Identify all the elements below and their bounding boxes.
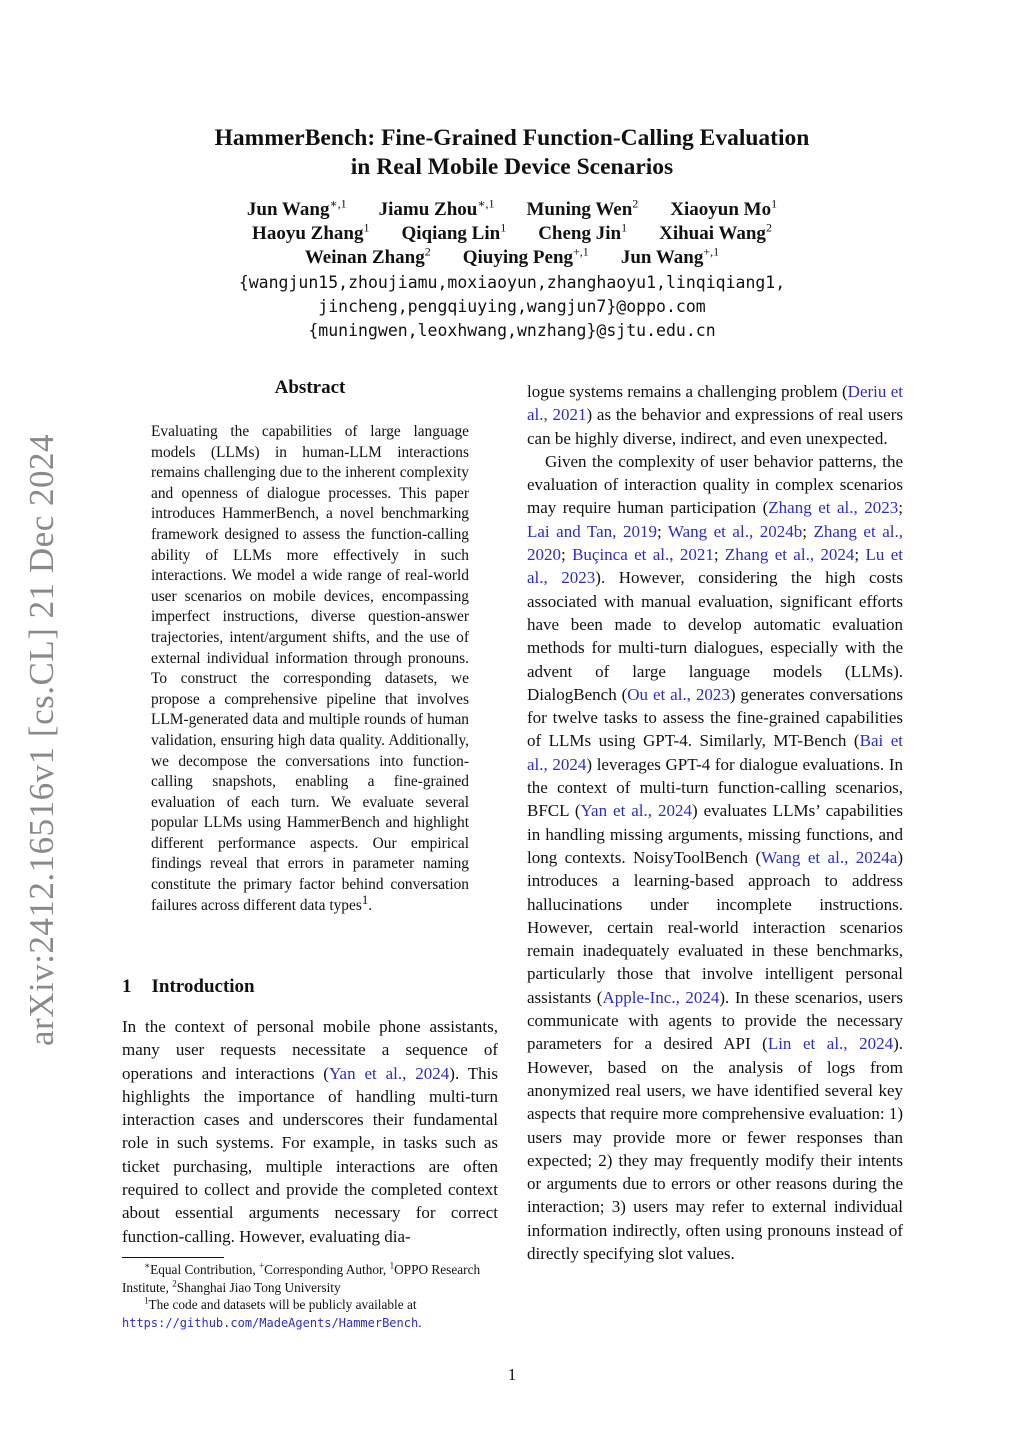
paragraph-text: ;	[898, 498, 904, 518]
paragraph-text: ). However, considering the high costs associated with manual evaluation, significant efforts have been made to develop automatic evaluation methods for multi-turn dialogues, especially with the advent of large language models (LLMs). DialogBench (	[527, 568, 903, 704]
citation-link[interactable]: Ou et al., 2023	[627, 684, 730, 704]
introduction-paragraph	[122, 1015, 498, 1248]
page-number: 1	[507, 1365, 517, 1384]
footnote-text: OPPO Research Institute,	[122, 1262, 481, 1295]
footnote-code-availability	[122, 1296, 500, 1332]
paragraph-dialogue-challenge	[527, 380, 903, 450]
affiliation-mark: 2	[424, 244, 431, 259]
email-line-1: {wangjun15,zhoujiamu,moxiaoyun,zhanghaoyu1,linqiqiang1,	[238, 273, 786, 292]
footnote-text: The code and datasets will be publicly available at	[148, 1297, 417, 1312]
paragraph-text: ) generates conversations for twelve tasks to assess the fine-grained capabilities of LLMs using GPT-4. Similarly, MT-Bench (	[527, 684, 903, 751]
citation-link[interactable]: Wang et al., 2024b	[667, 521, 803, 541]
author-name: Xihuai Wang$^2$	[659, 220, 772, 244]
citation-link[interactable]: Yan et al., 2024	[580, 801, 692, 821]
paragraph-text: ;	[713, 545, 725, 565]
footnote-mark: 1	[389, 1260, 395, 1271]
paragraph-text: ;	[561, 545, 573, 565]
citation-link[interactable]: Zhang et al., 2020	[527, 521, 903, 565]
email-line-3: {muningwen,leoxhwang,wnzhang}@sjtu.edu.cn	[308, 321, 716, 340]
affiliation-mark: 1	[500, 220, 507, 235]
abstract-heading: Abstract	[274, 377, 346, 398]
abstract-end: .	[368, 896, 373, 914]
author-row	[0, 246, 1024, 270]
author-row	[0, 222, 1024, 246]
affiliation-mark: ∗,1	[477, 196, 495, 211]
author-name: Qiuying Peng$^{+,1}$	[462, 244, 589, 268]
intro-text: ). This highlights the importance of handling multi-turn interaction cases and underscores their fundamental role in such systems. For example, in tasks such as ticket purchasing, multiple interactions are often required to collect and provide the completed context about essential arguments necessary for correct function-calling. However, evaluating dia-	[122, 1063, 499, 1246]
affiliation-mark: +,1	[703, 244, 720, 259]
footnote-mark: 2	[172, 1278, 177, 1289]
author-name: Jun Wang$^{+,1}$	[620, 244, 720, 268]
title-line-2: in Real Mobile Device Scenarios	[350, 154, 674, 180]
paragraph-text: ) as the behavior and expressions of real users can be highly diverse, indirect, and even unexpected.	[527, 405, 903, 448]
author-name: Cheng Jin$^1$	[538, 220, 628, 244]
footnote-text: Equal Contribution,	[150, 1262, 260, 1277]
paper-title	[0, 124, 1024, 182]
paragraph-text: ;	[656, 521, 668, 541]
citation-link[interactable]: Buçinca et al., 2021	[572, 545, 714, 565]
paragraph-text: ). However, based on the analysis of logs from anonymized real users, we have identified several key aspects that require more comprehensive evaluation: 1) users may provide more or fewer responses than expected; 2) they may frequently modify their intents or arguments due to errors or other reasons during the interaction; 3) users may refer to external individual information indirectly, often using pronouns instead of directly specifying slot values.	[527, 1034, 903, 1263]
paragraph-text: ;	[802, 521, 814, 541]
author-list	[0, 198, 1024, 270]
footnote-mark: ∗	[144, 1260, 151, 1271]
citation-link[interactable]: Bai et al., 2024	[527, 731, 903, 774]
affiliation-mark: 2	[765, 220, 772, 235]
email-line-2: jincheng,pengqiuying,wangjun7}@oppo.com	[318, 297, 706, 316]
citation-link[interactable]: Zhang et al., 2023	[768, 498, 899, 518]
citation-link[interactable]: Lu et al., 2023	[527, 545, 903, 588]
citation-link[interactable]: Zhang et al., 2024	[724, 545, 855, 565]
author-row	[0, 198, 1024, 222]
author-name: Jun Wang$^{∗,1}$	[246, 196, 347, 220]
affiliation-mark: 1	[363, 220, 370, 235]
right-column	[527, 380, 903, 1265]
footnote-divider	[122, 1257, 224, 1258]
paragraph-text: ). In these scenarios, users communicate with agents to provide the necessary parameters for a desired API (	[527, 987, 903, 1054]
author-name: Qiqiang Lin$^1$	[401, 220, 507, 244]
abstract-text: Evaluating the capabilities of large language models (LLMs) in human-LLM interactions remains challenging due to the inherent complexity and openness of dialogue processes. This paper introduces HammerBench, a novel benchmarking framework designed to assess the function-calling ability of LLMs more effectively in such interactions. We model a wide range of real-world user scenarios on mobile devices, encompassing imperfect instructions, diverse question-answer trajectories, intent/argument shifts, and the use of external individual information through pronouns. To construct the corresponding datasets, we propose a comprehensive pipeline that involves LLM-generated data and multiple rounds of human validation, ensuring high data quality. Additionally, we decompose the conversations into function-calling snapshots, enabling a fine-grained evaluation of each turn. We evaluate several popular LLMs using HammerBench and highlight different performance aspects. Our empirical findings reveal that errors in parameter naming constitute the primary factor behind conversation failures across different data types	[151, 423, 469, 914]
paragraph-text: ) leverages GPT-4 for dialogue evaluations. In the context of multi-turn function-calling scenarios, BFCL (	[527, 754, 903, 821]
arxiv-stamp-text: arXiv:2412.16516v1 [cs.CL] 21 Dec 2024	[22, 434, 61, 1046]
footnote-mark: +	[259, 1260, 265, 1271]
intro-text: In the context of personal mobile phone assistants, many user requests necessitate a sequence of operations and interactions (	[122, 1017, 498, 1083]
section-title: Introduction	[151, 976, 255, 997]
author-emails	[0, 271, 1024, 343]
paragraph-text: ) introduces a learning-based approach to address hallucinations under incomplete instructions. However, certain real-world interaction scenarios remain inadequately evaluated in these benchmarks, particularly those that involve intelligent personal assistants (	[527, 847, 903, 1007]
github-link[interactable]: https://github.com/MadeAgents/HammerBench	[122, 1315, 419, 1330]
paragraph-text: ) evaluates LLMs’ capabilities in handling missing arguments, missing functions, and long contexts. NoisyToolBench (	[527, 801, 903, 867]
paragraph-text: Given the complexity of user behavior patterns, the evaluation of interaction quality in complex scenarios may require human participation (	[527, 451, 903, 518]
section-heading-introduction	[122, 976, 255, 998]
title-line-1: HammerBench: Fine-Grained Function-Calling Evaluation	[214, 125, 810, 151]
citation-link[interactable]: Wang et al., 2024a	[761, 847, 898, 867]
section-number: 1	[122, 976, 132, 997]
author-name: Xiaoyun Mo$^1$	[670, 196, 778, 220]
affiliation-mark: 2	[632, 196, 639, 211]
footnote-text: .	[418, 1314, 422, 1330]
citation-link[interactable]: Deriu et al., 2021	[527, 382, 903, 425]
author-name: Haoyu Zhang$^1$	[252, 220, 370, 244]
author-name: Weinan Zhang$^2$	[304, 244, 431, 268]
citation-link[interactable]: Apple-Inc., 2024	[602, 987, 720, 1007]
affiliation-mark: 1	[771, 196, 778, 211]
paragraph-text: logue systems remains a challenging problem (	[527, 382, 848, 401]
footnote-text: Shanghai Jiao Tong University	[176, 1279, 341, 1295]
footnote-mark: 1	[144, 1295, 149, 1306]
paragraph-text: ;	[854, 545, 866, 565]
author-name: Jiamu Zhou$^{∗,1}$	[378, 196, 495, 220]
affiliation-mark: 1	[621, 220, 628, 235]
abstract-body	[151, 422, 469, 916]
affiliation-mark: ∗,1	[329, 196, 347, 211]
citation-link[interactable]: Lin et al., 2024	[767, 1034, 894, 1054]
footnote-marker: 1	[361, 892, 369, 907]
affiliation-mark: +,1	[573, 244, 589, 259]
paragraph-related-work	[527, 450, 903, 1265]
footnotes	[122, 1261, 500, 1332]
footnote-affiliations	[122, 1261, 500, 1296]
footnote-text: Corresponding Author,	[264, 1262, 390, 1277]
citation-link[interactable]: Yan et al., 2024	[328, 1063, 450, 1083]
author-name: Muning Wen$^2$	[526, 196, 639, 220]
citation-link[interactable]: Lai and Tan, 2019	[527, 521, 657, 541]
